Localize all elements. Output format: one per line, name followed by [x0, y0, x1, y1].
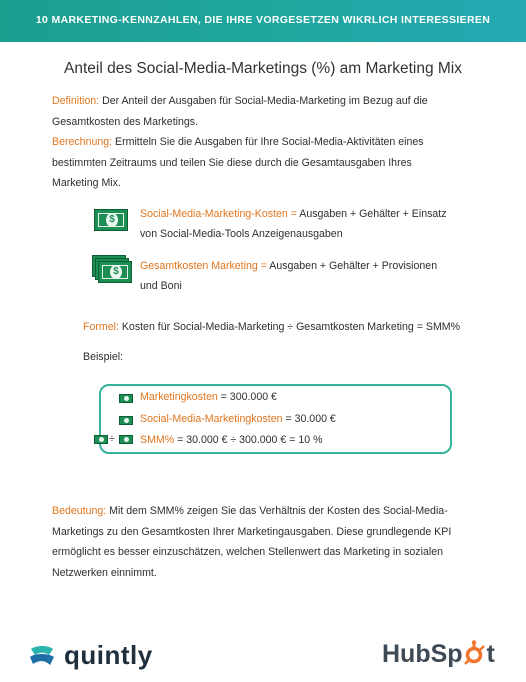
berechnung-text-1: Ermitteln Sie die Ausgaben für Ihre Social-Media-Aktivitäten eines [115, 136, 424, 149]
definition-paragraph [52, 91, 482, 194]
bedeutung-text-2: Marketings zu den Gesamtkosten Ihrer Marketingausgaben. Diese grundlegende KPI [52, 525, 452, 538]
header-banner: 10 MARKETING-KENNZAHLEN, DIE IHRE VORGESETZEN WIKRLICH INTERESSIEREN [0, 0, 526, 42]
hubspot-wordmark-b: t [486, 640, 495, 668]
divide-icon: ÷ [109, 433, 115, 445]
example-value-smm: = 30.000 € ÷ 300.000 € = 10 % [174, 434, 323, 446]
hubspot-logo [382, 640, 495, 669]
bedeutung-text-4: Netzwerken einnimmt. [52, 566, 157, 579]
example-row-smm [140, 434, 323, 446]
definition-text-1: Der Anteil der Ausgaben für Social-Media-Marketing im Bezug auf die [102, 95, 428, 107]
example-value-marketing: = 300.000 € [217, 391, 277, 403]
bedeutung-text-1: Mit dem SMM% zeigen Sie das Verhältnis der Kosten des Social-Media- [109, 505, 448, 517]
page-title: Anteil des Social-Media-Marketings (%) am Marketing Mix [64, 60, 462, 77]
hubspot-wordmark-a: HubSp [382, 640, 463, 668]
formula-line [83, 317, 460, 337]
example-value-social: = 30.000 € [282, 413, 336, 425]
hubspot-sprocket-icon [463, 640, 487, 666]
example-label-marketing: Marketingkosten [140, 391, 218, 403]
quintly-mark-icon [28, 645, 56, 667]
bedeutung-paragraph [52, 501, 482, 583]
small-bill-icon [119, 394, 133, 403]
cost-label-total: Gesamtkosten Marketing = [140, 260, 267, 272]
example-label-social: Social-Media-Marketingkosten [140, 413, 283, 425]
bedeutung-label: Bedeutung: [52, 505, 107, 517]
small-bill-icon [94, 435, 108, 444]
example-label-smm: SMM% [140, 434, 175, 446]
example-row-marketing [140, 391, 277, 403]
cost-line-total [140, 256, 437, 296]
cost-text-social-1: Ausgaben + Gehälter + Einsatz [299, 208, 447, 220]
berechnung-text-3: Marketing Mix. [52, 177, 121, 190]
cost-text-total-1: Ausgaben + Gehälter + Provisionen [269, 260, 438, 272]
cost-text-total-2: und Boni [140, 280, 182, 292]
cost-text-social-2: von Social-Media-Tools Anzeigenausgaben [140, 228, 343, 240]
berechnung-text-2: bestimmten Zeitraums und teilen Sie diese durch die Gesamtausgaben Ihres [52, 156, 412, 169]
quintly-wordmark: quintly [64, 640, 153, 670]
formula-label: Formel: [83, 321, 119, 333]
small-bill-icon [119, 416, 133, 425]
stacked-bills-icon: $ [92, 255, 132, 283]
definition-text-2: Gesamtkosten des Marketings. [52, 115, 199, 128]
definition-label: Definition: [52, 95, 100, 107]
cost-label-social: Social-Media-Marketing-Kosten = [140, 208, 297, 220]
example-label: Beispiel: [83, 351, 124, 363]
berechnung-label: Berechnung: [52, 136, 113, 149]
small-bill-icon [119, 435, 133, 444]
cost-line-social [140, 204, 447, 244]
bedeutung-text-3: ermöglicht es besser einzuschätzen, welchen Stellenwert das Marketing in sozialen [52, 546, 443, 559]
example-row-social [140, 413, 336, 425]
formula-text: Kosten für Social-Media-Marketing ÷ Gesamtkosten Marketing = SMM% [121, 321, 461, 333]
